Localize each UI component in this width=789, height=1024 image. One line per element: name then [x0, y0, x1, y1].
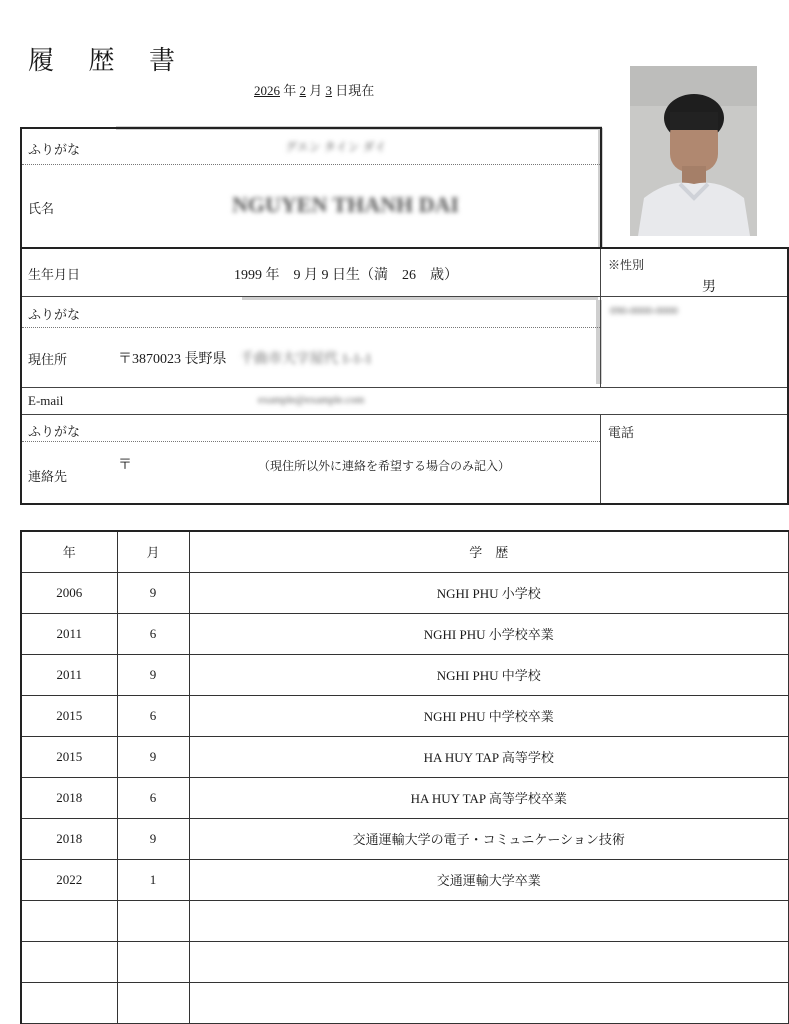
applicant-photo — [630, 66, 757, 236]
row-content: NGHI PHU 小学校卒業 — [189, 613, 789, 654]
row-content: NGHI PHU 小学校 — [189, 572, 789, 613]
row-year: 2018 — [21, 777, 117, 818]
furigana-value: グエン タイン ダイ — [285, 140, 387, 154]
header-year: 年 — [21, 531, 117, 572]
table-row — [21, 818, 789, 859]
date-month-unit: 月 — [309, 83, 323, 98]
gender-value: 男 — [702, 280, 716, 295]
row-month: 6 — [117, 777, 189, 818]
row-content — [189, 941, 789, 982]
history-header-row — [21, 531, 789, 572]
row-year — [21, 982, 117, 1023]
row-month — [117, 900, 189, 941]
row-month: 9 — [117, 572, 189, 613]
address-rest: 千曲市大字屋代 1-1-1 — [240, 352, 372, 367]
row-content — [189, 900, 789, 941]
page-title: 履 歴 書 — [28, 46, 190, 75]
name-value: NGUYEN THANH DAI — [232, 192, 459, 217]
row-year — [21, 900, 117, 941]
contact-postal: 〒 — [118, 458, 132, 473]
table-row — [21, 695, 789, 736]
table-row — [21, 859, 789, 900]
row-month: 6 — [117, 613, 189, 654]
row-content: NGHI PHU 中学校卒業 — [189, 695, 789, 736]
contact-note: （現住所以外に連絡を希望する場合のみ記入） — [258, 459, 511, 473]
table-row — [21, 572, 789, 613]
row-month: 6 — [117, 695, 189, 736]
tel-label: 電話 — [608, 425, 635, 440]
row-year: 2015 — [21, 736, 117, 777]
table-row — [21, 777, 789, 818]
row-content — [189, 982, 789, 1023]
contact-label: 連絡先 — [28, 469, 68, 484]
date-year-unit: 年 — [283, 83, 297, 98]
name-label: 氏名 — [28, 201, 55, 216]
row-month — [117, 941, 189, 982]
date-day-unit: 日現在 — [335, 83, 375, 98]
contact-furigana-label: ふりがな — [28, 424, 81, 439]
education-history-table — [20, 530, 789, 1024]
row-month: 1 — [117, 859, 189, 900]
date-year: 2026 — [254, 83, 280, 98]
table-row — [21, 900, 789, 941]
gender-label: ※性別 — [608, 258, 645, 272]
row-year: 2022 — [21, 859, 117, 900]
date-month: 2 — [299, 83, 307, 98]
row-content: 交通運輸大学卒業 — [189, 859, 789, 900]
address-furigana-label: ふりがな — [28, 307, 81, 322]
document-date — [254, 80, 374, 99]
header-content: 学 歴 — [189, 531, 789, 572]
furigana-label: ふりがな — [28, 142, 81, 157]
table-row — [21, 736, 789, 777]
row-month: 9 — [117, 818, 189, 859]
row-year: 2006 — [21, 572, 117, 613]
row-content: 交通運輸大学の電子・コミュニケーション技術 — [189, 818, 789, 859]
row-year — [21, 941, 117, 982]
table-row — [21, 982, 789, 1023]
row-content: HA HUY TAP 高等学校 — [189, 736, 789, 777]
dob-label: 生年月日 — [28, 267, 81, 282]
portrait-image — [630, 66, 757, 236]
row-year: 2011 — [21, 654, 117, 695]
dob-value: 1999 年 9 月 9 日生（満 26 歳） — [234, 268, 458, 283]
email-label: E-mail — [28, 393, 64, 408]
row-content: NGHI PHU 中学校 — [189, 654, 789, 695]
table-row — [21, 613, 789, 654]
row-month: 9 — [117, 654, 189, 695]
row-year: 2018 — [21, 818, 117, 859]
date-day: 3 — [325, 83, 333, 98]
row-content: HA HUY TAP 高等学校卒業 — [189, 777, 789, 818]
row-month — [117, 982, 189, 1023]
row-year: 2015 — [21, 695, 117, 736]
email-value: example@example.com — [258, 394, 365, 406]
row-month: 9 — [117, 736, 189, 777]
address-postal: 〒3870023 長野県 — [118, 352, 227, 367]
address-label: 現住所 — [28, 352, 68, 367]
phone-value: 090-0000-0000 — [610, 305, 678, 317]
table-row — [21, 654, 789, 695]
header-month: 月 — [117, 531, 189, 572]
table-row — [21, 941, 789, 982]
row-year: 2011 — [21, 613, 117, 654]
